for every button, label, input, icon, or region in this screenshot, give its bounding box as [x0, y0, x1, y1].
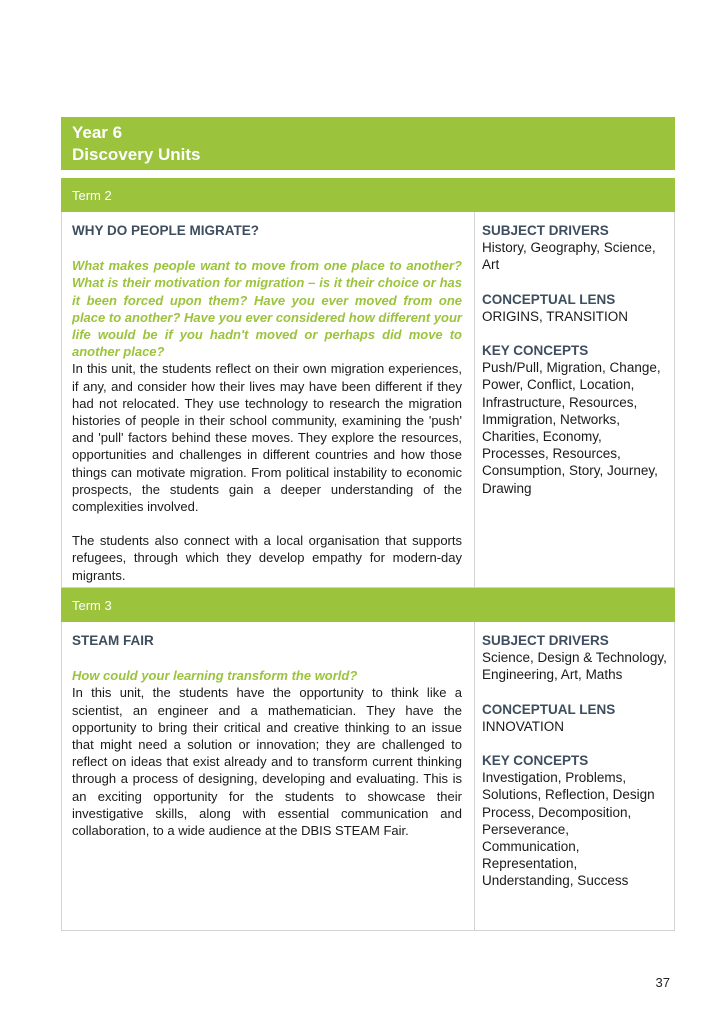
year-title: Year 6	[72, 123, 123, 142]
unit-title: WHY DO PEOPLE MIGRATE?	[72, 223, 260, 238]
conceptual-lens-heading: CONCEPTUAL LENS	[482, 701, 616, 717]
key-concepts: Investigation, Problems, Solutions, Reflection, Design Process, Decomposition, Perseverance, Communication, Representation, Understanding, Success	[482, 770, 655, 889]
term-3-label: Term 3	[72, 598, 112, 613]
key-concepts: Push/Pull, Migration, Change, Power, Conflict, Location, Infrastructure, Resources, Immigration, Networks, Charities, Economy, Processes, Resources, Consumption, Story, Journey, Drawing	[482, 360, 661, 496]
term-2-row	[61, 212, 675, 588]
column-divider	[474, 212, 475, 587]
term-3-description	[72, 632, 462, 839]
unit-paragraph: The students also connect with a local organisation that supports refugees, through which they develop empathy for modern-day migrants.	[72, 533, 462, 583]
subject-drivers: Science, Design & Technology, Engineering, Art, Maths	[482, 650, 667, 683]
unit-paragraph: In this unit, the students have the opportunity to think like a scientist, an engineer and a mathematician. They have the opportunity to bring their critical and creative thinking to an issue that might need a solution or innovation; they are challenged to reflect on ideas that exist already and to transform current thinking through a process of designing, developing and evaluating. This is an exciting opportunity for the students to showcase their investigative skills, along with essential communication and collaboration, to a wide audience at the DBIS STEAM Fair.	[72, 685, 462, 839]
term-3-header	[61, 588, 675, 622]
conceptual-lens: ORIGINS, TRANSITION	[482, 308, 629, 324]
term-2-header	[61, 178, 675, 212]
page-number: 37	[655, 975, 670, 990]
conceptual-lens: INNOVATION	[482, 718, 565, 734]
guiding-question: What makes people want to move from one place to another? What is their motivation for migration – is it their choice or has it been forced upon them? Have you ever moved from one place to another? Have you ever considered how different your life would be if you hadn't moved or perhaps did move to another place?	[72, 258, 462, 360]
subject-drivers: History, Geography, Science, Art	[482, 240, 656, 273]
conceptual-lens-heading: CONCEPTUAL LENS	[482, 291, 616, 307]
key-concepts-heading: KEY CONCEPTS	[482, 753, 589, 769]
guiding-question: How could your learning transform the world?	[72, 668, 358, 684]
subject-drivers-heading: SUBJECT DRIVERS	[482, 223, 609, 238]
page-title	[61, 117, 675, 170]
term-2-details	[482, 222, 667, 514]
term-2-label: Term 2	[72, 188, 112, 203]
key-concepts-heading: KEY CONCEPTS	[482, 343, 589, 359]
subject-drivers-heading: SUBJECT DRIVERS	[482, 633, 609, 648]
unit-paragraph: In this unit, the students reflect on their own migration experiences, if any, and consider how their lives may have been different if they had not relocated. They use technology to research the migration histories of people in their school community, examining the 'push' and 'pull' factors behind these moves. They explore the resources, opportunities and challenges in different countries and how those things can motivate migration. From political instability to economic prospects, the students gain a deeper understanding of the complexities involved.	[72, 361, 462, 515]
term-3-row	[61, 622, 675, 931]
column-divider	[474, 622, 475, 930]
unit-title: STEAM FAIR	[72, 633, 154, 648]
units-subtitle: Discovery Units	[72, 145, 201, 164]
term-2-description	[72, 222, 462, 584]
term-3-details	[482, 632, 667, 907]
